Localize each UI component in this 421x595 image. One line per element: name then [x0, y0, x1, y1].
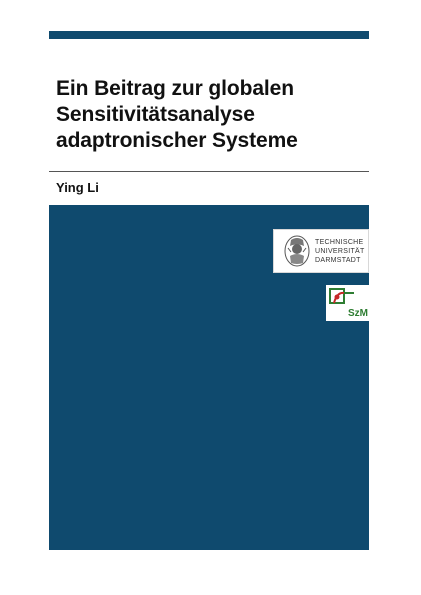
- athene-seal-icon: [282, 234, 312, 268]
- title-divider: [49, 171, 369, 172]
- title-line-2: Sensitivitätsanalyse: [56, 103, 255, 126]
- tu-darmstadt-logo: [273, 229, 369, 273]
- szm-logo: [326, 285, 369, 321]
- tu-line-3: DARMSTADT: [315, 257, 361, 264]
- title-line-3: adaptronischer Systeme: [56, 129, 298, 152]
- szm-text: SzM: [348, 308, 368, 319]
- tu-line-2: UNIVERSITÄT: [315, 248, 365, 255]
- tu-darmstadt-wordmark: [315, 238, 365, 265]
- author-name: Ying Li: [56, 180, 99, 195]
- tu-line-1: TECHNISCHE: [315, 239, 364, 246]
- top-accent-bar: [49, 31, 369, 39]
- book-title: [56, 76, 368, 154]
- title-line-1: Ein Beitrag zur globalen: [56, 77, 294, 100]
